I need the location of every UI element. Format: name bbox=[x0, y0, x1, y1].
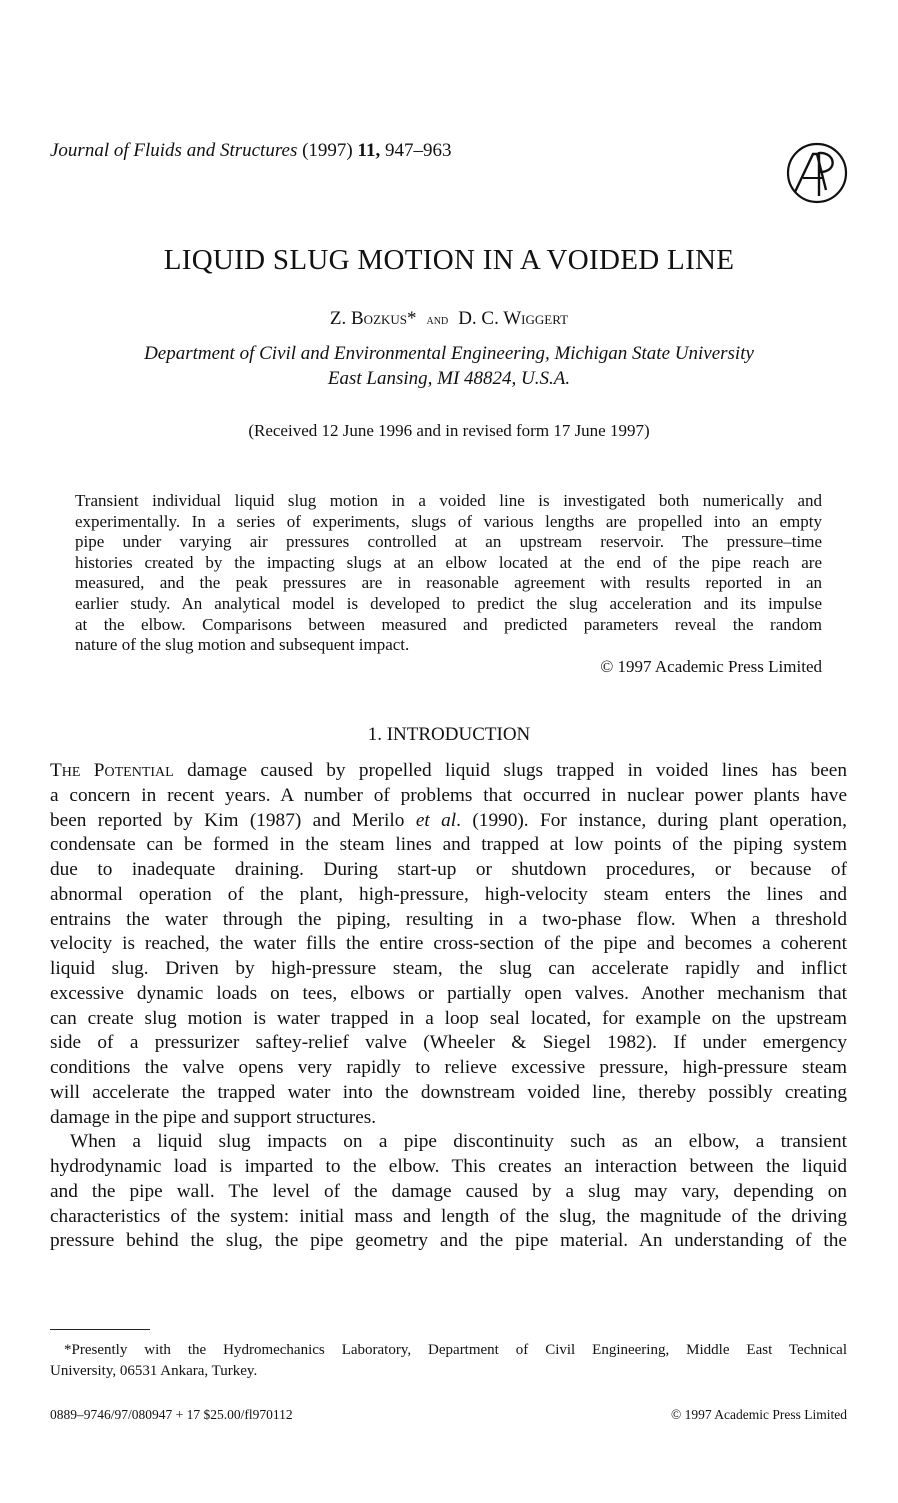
paragraph-line: can create slug motion is water trapped in a loop seal located, for example on the upstream bbox=[50, 1007, 847, 1029]
abstract-line: histories created by the impacting slugs at an elbow located at the end of the pipe reach are bbox=[75, 552, 822, 572]
journal-citation bbox=[50, 139, 451, 163]
footer-copyright: © 1997 Academic Press Limited bbox=[671, 1407, 847, 1422]
paragraph-line: side of a pressurizer saftey-relief valve (Wheeler & Siegel 1982). If under emergency bbox=[50, 1032, 847, 1054]
footnote-line-1: *Presently with the Hydromechanics Laboratory, Department of Civil Engineering, Middle East Technical bbox=[64, 1342, 847, 1358]
paragraph-line: conditions the valve opens very rapidly to relieve excessive pressure, high-pressure steam bbox=[50, 1057, 847, 1078]
paragraph-line: condensate can be formed in the steam lines and trapped at low points of the piping system bbox=[50, 834, 847, 856]
section-heading: 1. INTRODUCTION bbox=[367, 724, 531, 745]
paragraph-line: damage in the pipe and support structures. bbox=[50, 1106, 377, 1128]
author-1: Z. Bozkus* bbox=[329, 308, 417, 329]
body-text bbox=[50, 759, 847, 1254]
paragraph-2-line-1: When a liquid slug impacts on a pipe discontinuity such as an elbow, a transient bbox=[70, 1131, 847, 1153]
journal-year: (1997) bbox=[302, 140, 353, 161]
affiliation-line-1: Department of Civil and Environmental Engineering, Michigan State University bbox=[144, 343, 754, 364]
author-line bbox=[0, 307, 898, 333]
paragraph-line: excessive dynamic loads on tees, elbows or partially open valves. Another mechanism that bbox=[50, 982, 847, 1004]
et-al: et al bbox=[415, 809, 457, 831]
abstract-line: Transient individual liquid slug motion in a voided line is investigated both numerically and bbox=[75, 491, 822, 510]
footer-article-code: 0889–9746/97/080947 + 17 $25.00/fl970112 bbox=[50, 1407, 293, 1422]
paragraph-line: hydrodynamic load is imparted to the elbow. This creates an interaction between the liquid bbox=[50, 1156, 847, 1177]
paragraph-line: abnormal operation of the plant, high-pressure, high-velocity steam enters the lines and bbox=[50, 883, 847, 905]
paper-title: LIQUID SLUG MOTION IN A VOIDED LINE bbox=[163, 244, 735, 276]
author-2: D. C. Wiggert bbox=[458, 308, 569, 329]
journal-volume: 11, bbox=[357, 140, 381, 161]
footnote bbox=[50, 1340, 847, 1382]
abstract-line: nature of the slug motion and subsequent impact. bbox=[75, 635, 410, 655]
paragraph-line: due to inadequate draining. During start-up or shutdown procedures, or because of bbox=[50, 859, 847, 880]
affiliation-line-2: East Lansing, MI 48824, U.S.A. bbox=[327, 368, 571, 389]
abstract bbox=[75, 491, 822, 656]
abstract-line: measured, and the peak pressures are in reasonable agreement with results reported in an bbox=[75, 573, 822, 593]
journal-pages: 947–963 bbox=[384, 140, 452, 161]
author-conjunction: and bbox=[426, 313, 449, 328]
footnote-divider bbox=[50, 1329, 150, 1330]
abstract-line: at the elbow. Comparisons between measured and predicted parameters reveal the random bbox=[75, 614, 822, 634]
journal-name: Journal of Fluids and Structures bbox=[50, 140, 298, 161]
paragraph-line: been reported by Kim (1987) and Merilo et al. (1990). For instance, during plant operation, bbox=[50, 809, 847, 831]
paragraph-line: will accelerate the trapped water into the downstream voided line, thereby possibly creating bbox=[50, 1081, 847, 1103]
abstract-copyright: © 1997 Academic Press Limited bbox=[600, 657, 822, 676]
paragraph-lead-words: The Potential bbox=[50, 760, 174, 781]
paragraph-line: entrains the water through the piping, resulting in a two-phase flow. When a threshold bbox=[50, 908, 847, 930]
paragraph-line: liquid slug. Driven by high-pressure steam, the slug can accelerate rapidly and inflict bbox=[50, 958, 847, 979]
paragraph-line: and the pipe wall. The level of the damage caused by a slug may vary, depending on bbox=[50, 1180, 847, 1202]
abstract-line: experimentally. In a series of experiments, slugs of various lengths are propelled into an empty bbox=[75, 511, 822, 531]
abstract-line: pipe under varying air pressures controlled at an upstream reservoir. The pressure–time bbox=[75, 532, 822, 552]
affiliation bbox=[0, 341, 898, 391]
footnote-line-2: University, 06531 Ankara, Turkey. bbox=[50, 1363, 258, 1379]
paragraph-1-line-1: The Potential damage caused by propelled liquid slugs trapped in voided lines has been bbox=[50, 760, 847, 781]
abstract-line: earlier study. An analytical model is developed to predict the slug acceleration and its impulse bbox=[75, 593, 822, 613]
paragraph-line: a concern in recent years. A number of problems that occurred in nuclear power plants have bbox=[50, 784, 847, 806]
paragraph-line: characteristics of the system: initial mass and length of the slug, the magnitude of the driving bbox=[50, 1205, 847, 1227]
paragraph-line: velocity is reached, the water fills the entire cross-section of the pipe and becomes a coherent bbox=[50, 933, 847, 955]
paragraph-line: pressure behind the slug, the pipe geometry and the pipe material. An understanding of the bbox=[50, 1230, 847, 1252]
received-date: (Received 12 June 1996 and in revised form 17 June 1997) bbox=[248, 421, 650, 440]
publisher-logo-icon bbox=[786, 142, 848, 204]
